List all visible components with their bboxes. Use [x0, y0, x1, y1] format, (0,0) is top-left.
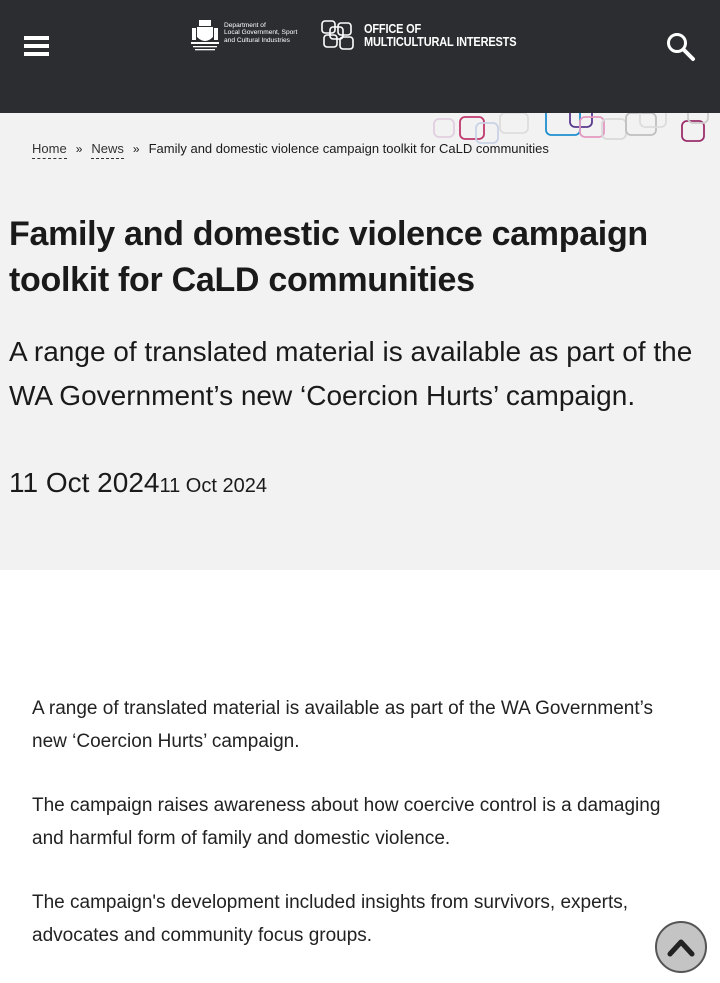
hero-section — [0, 113, 720, 570]
breadcrumb-news-link[interactable]: News — [91, 141, 124, 159]
chevron-up-icon — [666, 936, 696, 958]
publish-date — [9, 461, 267, 508]
article-paragraph: The campaign's development included insights from survivors, experts, advocates and community focus groups. — [32, 892, 629, 946]
hamburger-menu-icon[interactable] — [24, 34, 50, 58]
article-body — [32, 692, 682, 983]
omi-squares-logo-icon — [320, 19, 360, 53]
omi-logo-text: OFFICE OF MULTICULTURAL INTERESTS — [364, 22, 517, 49]
article-paragraph: The campaign raises awareness about how coercive control is a damaging and harmful form of family and domestic violence. — [32, 795, 661, 849]
search-icon[interactable] — [665, 31, 697, 63]
breadcrumb-separator: » — [75, 142, 83, 156]
publish-date-large: 11 Oct 2024 — [9, 467, 160, 498]
page-title: Family and domestic violence campaign toolkit for CaLD communities — [9, 215, 648, 299]
site-header — [0, 0, 720, 113]
back-to-top-button[interactable] — [655, 921, 707, 973]
breadcrumb-home-link[interactable]: Home — [32, 141, 67, 159]
article-paragraph: A range of translated material is available as part of the WA Government’s new ‘Coercion Hurts’ campaign. — [32, 698, 653, 752]
breadcrumb-current-page: Family and domestic violence campaign toolkit for CaLD communities — [148, 141, 549, 156]
wa-crest-icon — [190, 18, 220, 52]
lead-summary: A range of translated material is available as part of the WA Government’s new ‘Coercion Hurts’ campaign. — [9, 336, 693, 411]
publish-date-small: 11 Oct 2024 — [159, 475, 267, 497]
omi-logo[interactable] — [320, 19, 537, 53]
breadcrumb-separator: » — [132, 142, 140, 156]
breadcrumb — [32, 141, 549, 157]
dlgsc-logo[interactable] — [190, 18, 297, 54]
dlgsc-logo-text: Department of Local Government, Sport and Cultural Industries — [224, 22, 298, 44]
